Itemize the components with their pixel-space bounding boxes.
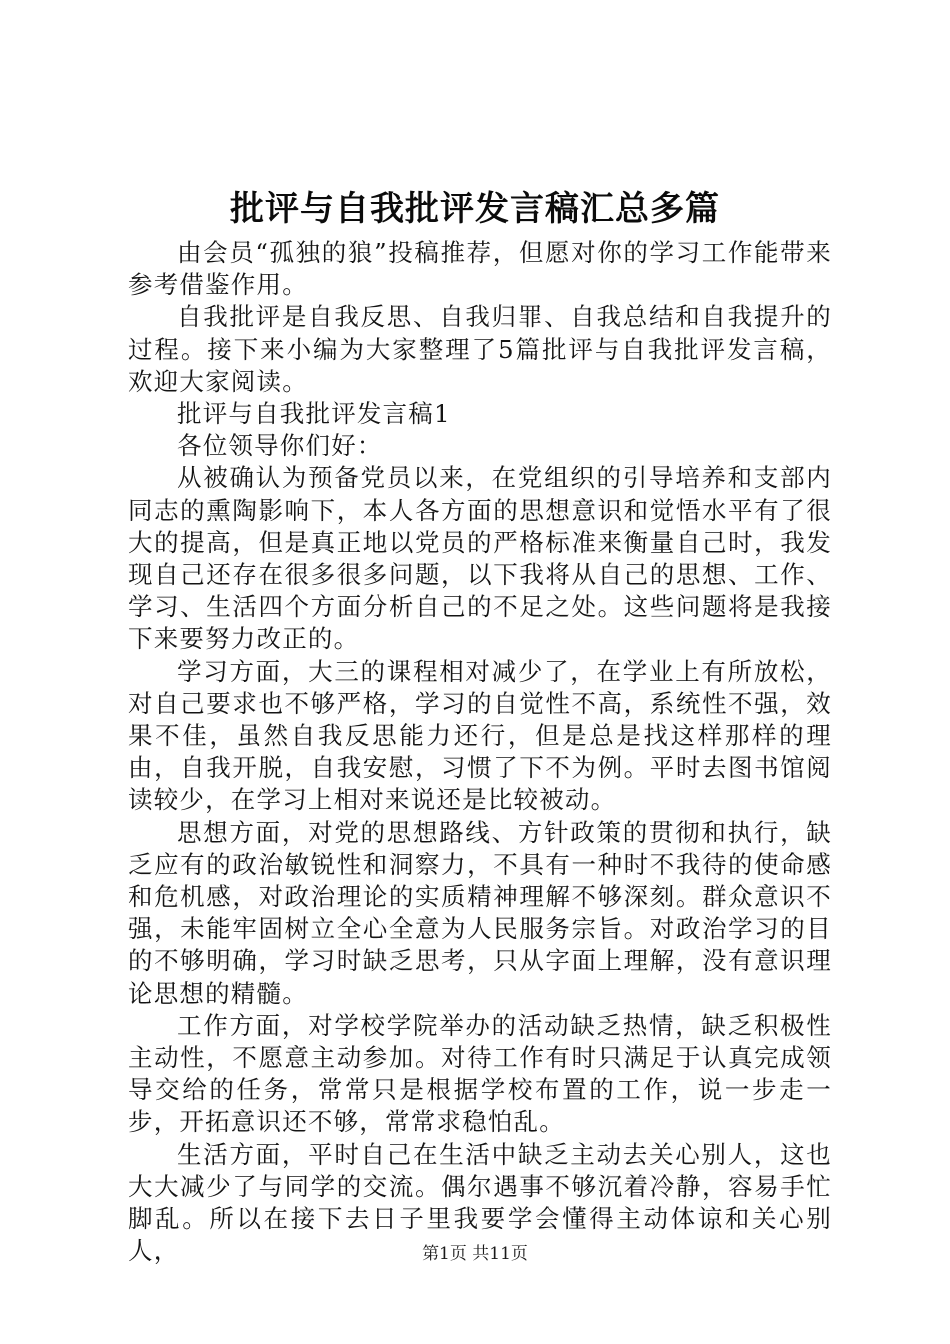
paragraph-work: 工作方面，对学校学院举办的活动缺乏热情，缺乏积极性主动性，不愿意主动参加。对待工作有时只满足于认真完成领导交给的任务，常常只是根据学校布置的工作，说一步走一步，开拓意识还不够，常常求稳怕乱。 [128, 1010, 832, 1137]
page-number-footer: 第1页 共11页 [422, 1244, 528, 1264]
document-title: 批评与自我批评发言稿汇总多篇 [230, 189, 720, 229]
paragraph-thought: 思想方面，对党的思想路线、方针政策的贯彻和执行，缺乏应有的政治敏锐性和洞察力，不具有一种时不我待的使命感和危机感，对政治理论的实质精神理解不够深刻。群众意识不强，未能牢固树立全心全意为人民服务宗旨。对政治学习的目的不够明确，学习时缺乏思考，只从字面上理解，没有意识理论思想的精髓。 [128, 817, 832, 1008]
paragraph-life: 生活方面，平时自己在生活中缺乏主动去关心别人，这也大大减少了与同学的交流。偶尔遇事不够沉着冷静，容易手忙脚乱。所以在接下去日子里我要学会懂得主动体谅和关心别人， [128, 1139, 832, 1266]
paragraph-study: 学习方面，大三的课程相对减少了，在学业上有所放松，对自己要求也不够严格，学习的自觉性不高，系统性不强，效果不佳，虽然自我反思能力还行，但是总是找这样那样的理由，自我开脱，自我安慰，习惯了下不为例。平时去图书馆阅读较少，在学习上相对来说还是比较被动。 [128, 656, 832, 815]
paragraph-opening: 从被确认为预备党员以来，在党组织的引导培养和支部内同志的熏陶影响下，本人各方面的思想意识和觉悟水平有了很大的提高，但是真正地以党员的严格标准来衡量自己时，我发现自己还存在很多很多问题，以下我将从自己的思想、工作、学习、生活四个方面分析自己的不足之处。这些问题将是我接下来要努力改正的。 [128, 463, 832, 654]
document-body [128, 237, 832, 1268]
paragraph-summary: 自我批评是自我反思、自我归罪、自我总结和自我提升的过程。接下来小编为大家整理了5篇批评与自我批评发言稿，欢迎大家阅读。 [128, 302, 832, 396]
salutation: 各位领导你们好： [177, 431, 383, 461]
paragraph-intro: 由会员“孤独的狼”投稿推荐，但愿对你的学习工作能带来参考借鉴作用。 [128, 238, 832, 300]
section-heading: 批评与自我批评发言稿1 [177, 399, 451, 429]
